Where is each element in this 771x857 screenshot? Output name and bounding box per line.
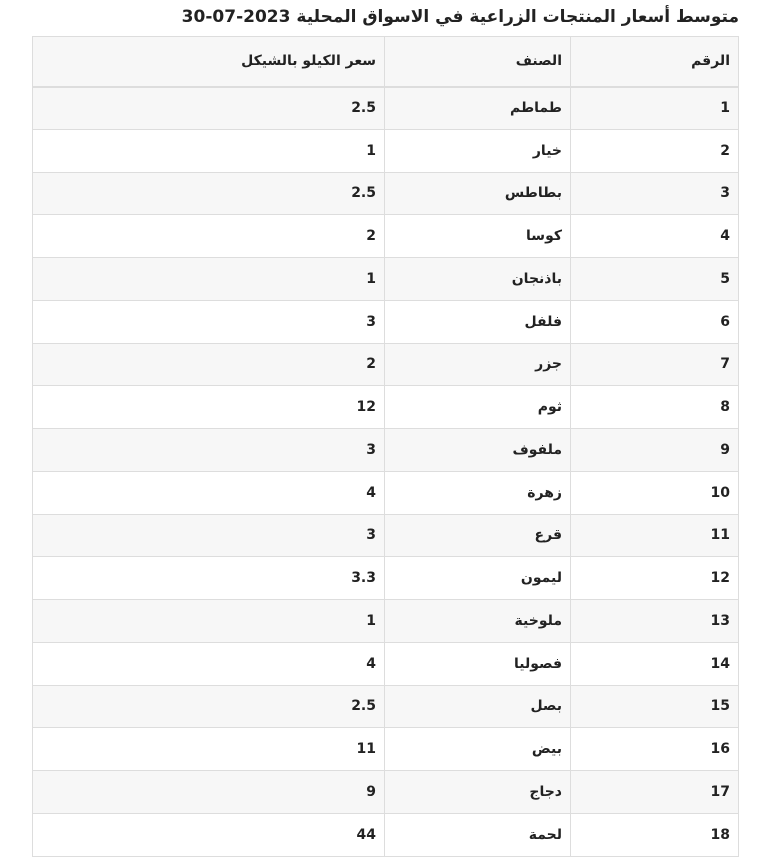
cell-price: 44 (33, 813, 385, 856)
prices-table (32, 36, 739, 857)
cell-number: 7 (571, 343, 739, 386)
table-row (33, 685, 739, 728)
table-row (33, 258, 739, 301)
cell-price: 11 (33, 728, 385, 771)
cell-price: 4 (33, 471, 385, 514)
cell-number: 12 (571, 557, 739, 600)
cell-item: خيار (385, 129, 571, 172)
cell-price: 2 (33, 215, 385, 258)
cell-number: 3 (571, 172, 739, 215)
cell-price: 12 (33, 386, 385, 429)
cell-price: 1 (33, 600, 385, 643)
cell-number: 11 (571, 514, 739, 557)
cell-item: بيض (385, 728, 571, 771)
cell-item: ثوم (385, 386, 571, 429)
table-row (33, 343, 739, 386)
cell-number: 14 (571, 642, 739, 685)
cell-item: دجاج (385, 771, 571, 814)
cell-price: 1 (33, 129, 385, 172)
table-row (33, 514, 739, 557)
cell-price: 1 (33, 258, 385, 301)
cell-price: 4 (33, 642, 385, 685)
cell-item: لحمة (385, 813, 571, 856)
table-row (33, 642, 739, 685)
cell-item: جزر (385, 343, 571, 386)
cell-item: قرع (385, 514, 571, 557)
page-title: متوسط أسعار المنتجات الزراعية في الاسواق المحلية 2023-07-30 (181, 7, 739, 27)
cell-item: فصوليا (385, 642, 571, 685)
cell-price: 2.5 (33, 87, 385, 130)
cell-number: 18 (571, 813, 739, 856)
cell-price: 2.5 (33, 172, 385, 215)
table-row (33, 87, 739, 130)
header-item: الصنف (385, 37, 571, 87)
cell-number: 4 (571, 215, 739, 258)
cell-number: 5 (571, 258, 739, 301)
cell-number: 9 (571, 429, 739, 472)
cell-item: فلفل (385, 300, 571, 343)
cell-item: ليمون (385, 557, 571, 600)
table-row (33, 172, 739, 215)
table-row (33, 129, 739, 172)
cell-item: بطاطس (385, 172, 571, 215)
table-row (33, 557, 739, 600)
cell-item: طماطم (385, 87, 571, 130)
table-row (33, 215, 739, 258)
table-row (33, 728, 739, 771)
table-row (33, 471, 739, 514)
cell-number: 13 (571, 600, 739, 643)
cell-item: بصل (385, 685, 571, 728)
cell-item: ملفوف (385, 429, 571, 472)
cell-price: 3 (33, 429, 385, 472)
cell-number: 17 (571, 771, 739, 814)
table-body (33, 87, 739, 857)
cell-number: 2 (571, 129, 739, 172)
cell-item: كوسا (385, 215, 571, 258)
cell-price: 3.3 (33, 557, 385, 600)
cell-number: 10 (571, 471, 739, 514)
table-row (33, 813, 739, 856)
table-row (33, 429, 739, 472)
cell-number: 8 (571, 386, 739, 429)
cell-price: 9 (33, 771, 385, 814)
table-header-row (33, 37, 739, 87)
cell-price: 3 (33, 300, 385, 343)
cell-number: 1 (571, 87, 739, 130)
cell-item: باذنجان (385, 258, 571, 301)
table-row (33, 300, 739, 343)
table-row (33, 600, 739, 643)
cell-item: زهرة (385, 471, 571, 514)
cell-price: 2.5 (33, 685, 385, 728)
header-price: سعر الكيلو بالشيكل (33, 37, 385, 87)
table-row (33, 771, 739, 814)
cell-number: 16 (571, 728, 739, 771)
cell-item: ملوخية (385, 600, 571, 643)
header-number: الرقم (571, 37, 739, 87)
table-row (33, 386, 739, 429)
cell-price: 2 (33, 343, 385, 386)
cell-number: 6 (571, 300, 739, 343)
cell-number: 15 (571, 685, 739, 728)
cell-price: 3 (33, 514, 385, 557)
